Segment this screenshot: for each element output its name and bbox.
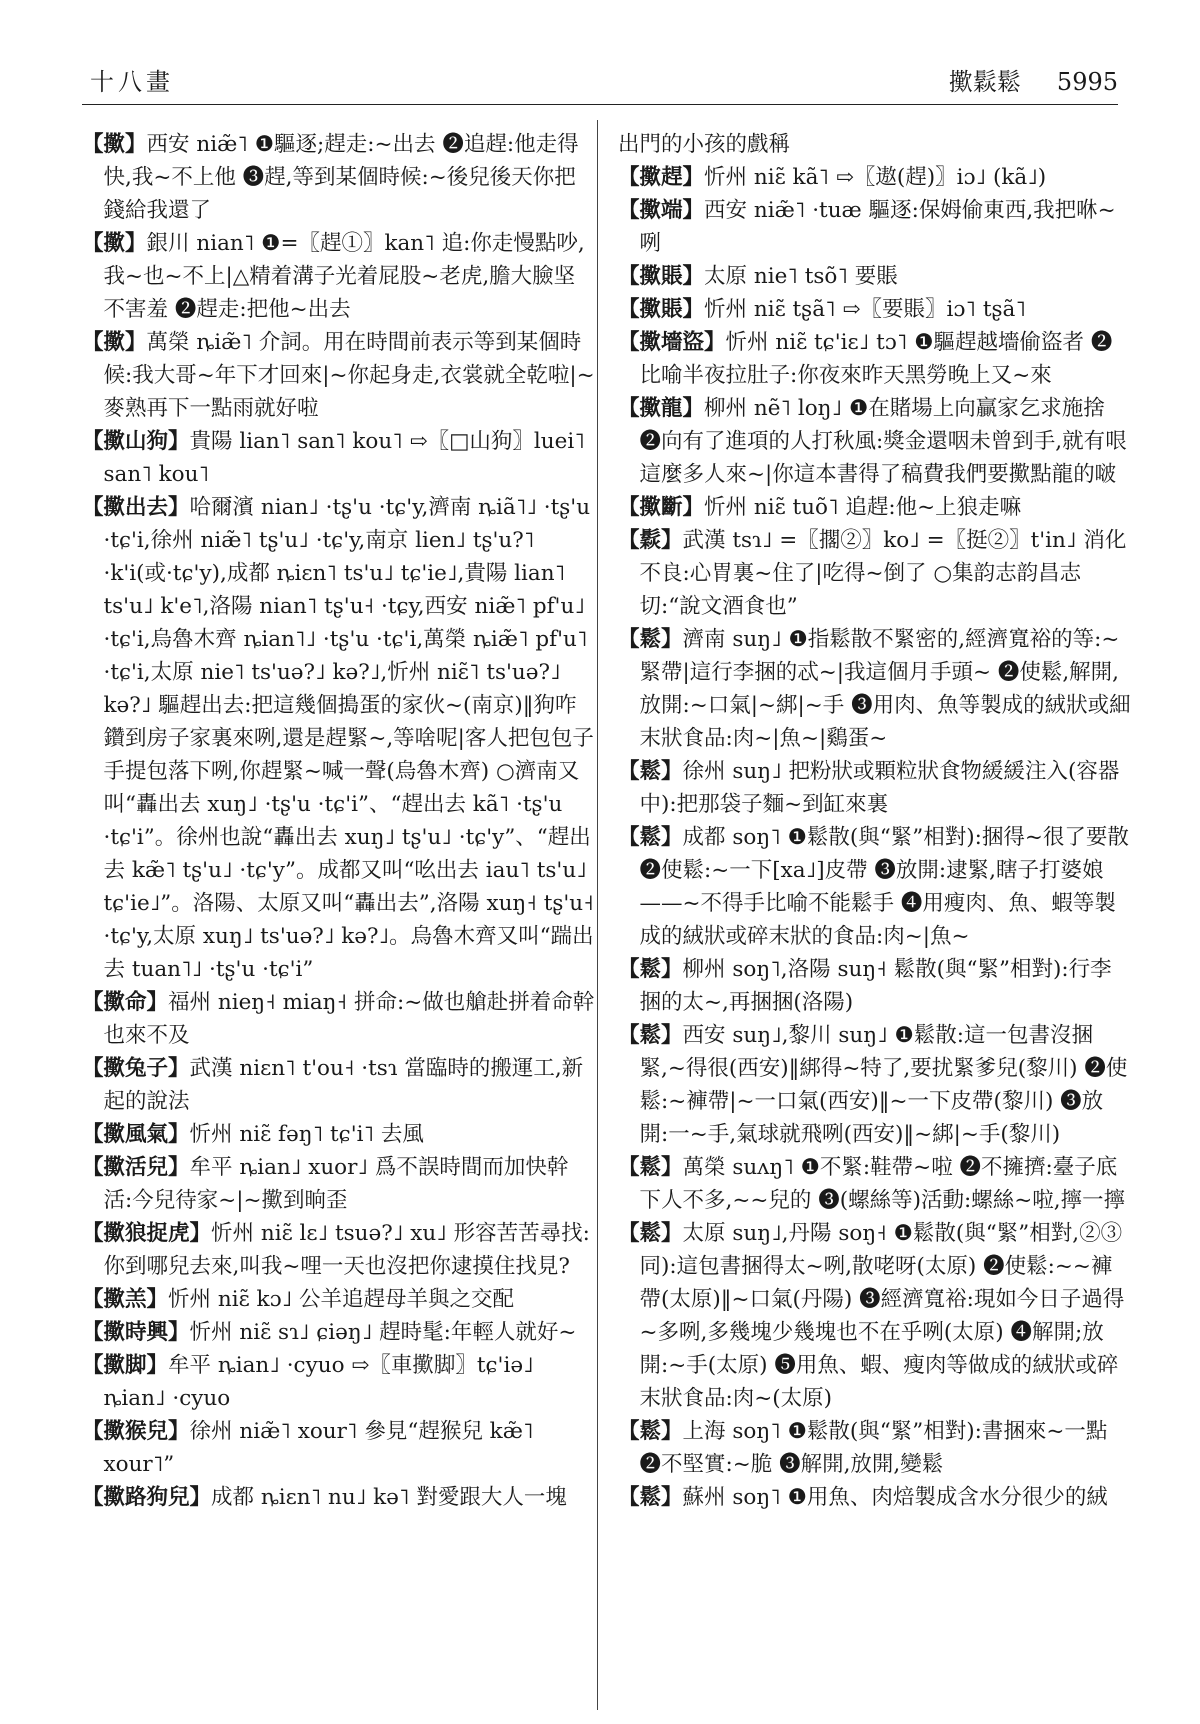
entry-text: 萬榮 suʌŋ˥ ❶不緊:鞋帶~啦 ❷不擁擠:臺子底下人不多,~~兒的 ❸(螺絲等)活動:螺絲~啦,擰一擰 [639, 1155, 1126, 1213]
page-header-right [949, 62, 1118, 97]
dictionary-entry [82, 1415, 595, 1481]
entry-headword: 【擹】 [82, 330, 147, 355]
entry-text: 濟南 suŋ˩ ❶指鬆散不緊密的,經濟寬裕的等:~緊帶|這行李捆的忒~|我這個月手頭~ ❷使鬆,解開,放開:~口氣|~綁|~手 ❸用肉、魚等製成的絨狀或細末狀食品:肉~|魚~|鷄蛋~ [639, 627, 1131, 751]
entry-headword: 【擹兔子】 [82, 1056, 190, 1081]
entry-headword: 【擹風氣】 [82, 1122, 190, 1147]
entry-headword: 【擹墻盜】 [618, 330, 726, 355]
dictionary-entry [82, 1349, 595, 1415]
entry-headword: 【鬏】 [618, 528, 683, 553]
dictionary-entry [618, 821, 1131, 953]
entry-text: 忻州 niɛ̃ sɿ˩ ɕiəŋ˩ 趕時髦:年輕人就好~ [189, 1320, 577, 1345]
entry-text: 出門的小孩的戲稱 [618, 132, 791, 157]
entry-headword: 【鬆】 [618, 1155, 683, 1180]
entry-text: 太原 nie˥ tsõ˥ 要賬 [704, 264, 898, 289]
dictionary-entry [618, 194, 1131, 260]
entry-text: 柳州 nẽ˥ loŋ˩ ❶在賭場上向贏家乞求施捨 ❷向有了進項的人打秋風:獎金還咽未曾到手,就有哏這麼多人來~|你這本書得了稿費我們要擹點龍的啵 [639, 396, 1127, 487]
entry-headword: 【擹活兒】 [82, 1155, 190, 1180]
entry-text: 西安 niæ̃˥ ·tuæ 驅逐:保姆偷東西,我把咻~咧 [639, 198, 1116, 256]
entry-headword: 【鬆】 [618, 957, 683, 982]
dictionary-entry [618, 1415, 1131, 1481]
right-column [618, 128, 1131, 1514]
entry-headword: 【擹】 [82, 231, 147, 256]
entry-text: 蘇州 soŋ˥ ❶用魚、肉焙製成含水分很少的絨 [682, 1485, 1108, 1510]
entry-headword: 【擹猴兒】 [82, 1419, 190, 1444]
entry-headword: 【擹賬】 [618, 264, 705, 289]
entry-headword: 【擹路狗兒】 [82, 1485, 212, 1510]
dictionary-entry [618, 755, 1131, 821]
entry-text: 上海 soŋ˥ ❶鬆散(與“緊”相對):書捆來~一點 ❷不堅實:~脆 ❸解開,放開,變鬆 [639, 1419, 1108, 1477]
entry-text: 徐州 niæ̃˥ xour˥ 參見“趕猴兒 kæ̃˥ xour˥” [103, 1419, 534, 1477]
entry-headword: 【擹脚】 [82, 1353, 169, 1378]
dictionary-entry [82, 1481, 595, 1514]
entry-headword: 【擹命】 [82, 990, 169, 1015]
entry-text: 忻州 niɛ̃ tɕ'iɛ˩ tɔ˥ ❶驅趕越墻偷盜者 ❷比喻半夜拉肚子:你夜來昨天黑勞晚上又~來 [639, 330, 1113, 388]
entry-headword: 【鬆】 [618, 1485, 683, 1510]
dictionary-entry [82, 326, 595, 425]
dictionary-entry [618, 260, 1131, 293]
dictionary-entry [82, 1052, 595, 1118]
entry-text: 西安 niæ̃˥ ❶驅逐;趕走:~出去 ❷追趕:他走得快,我~不上他 ❸趕,等到某個時候:~後兒後天你把錢給我還了 [103, 132, 579, 223]
entry-headword: 【擹賬】 [618, 297, 705, 322]
dictionary-entry [618, 623, 1131, 755]
dictionary-entry [618, 1481, 1131, 1514]
dictionary-entry [82, 1283, 595, 1316]
entry-text: 武漢 tsɿ˩ =〖擱②〗ko˩ =〖挺②〗t'in˩ 消化不良:心胃裏~住了|吃得~倒了 ○集韵志韵昌志切:“說文酒食也” [639, 528, 1127, 619]
column-divider [597, 120, 598, 1710]
entry-headword: 【擹出去】 [82, 495, 190, 520]
left-column [82, 128, 595, 1514]
entry-text: 銀川 nian˥ ❶=〖趕①〗kan˥ 追:你走慢點吵,我~也~不上|△精着溝子光着屁股~老虎,膽大臉坚不害羞 ❷趕走:把他~出去 [103, 231, 585, 322]
dictionary-entry [82, 425, 595, 491]
entry-text: 忻州 niɛ̃ kɔ˩ 公羊追趕母羊與之交配 [168, 1287, 515, 1312]
entry-headword: 【鬆】 [618, 627, 683, 652]
entry-text: 萬榮 ȵiæ̃˥ 介詞。用在時間前表示等到某個時候:我大哥~年下才回來|~你起身走,衣裳就全乾啦|~麥熟再下一點雨就好啦 [103, 330, 595, 421]
entry-headword: 【擹龍】 [618, 396, 705, 421]
dictionary-entry [82, 227, 595, 326]
entry-text: 忻州 niɛ̃ tʂã˥ ⇨〖要賬〗iɔ˥ tʂã˥ [704, 297, 1026, 322]
dictionary-entry [82, 1217, 595, 1283]
running-head [82, 62, 1118, 102]
dictionary-entry [618, 524, 1131, 623]
dictionary-entry [618, 128, 1131, 161]
dictionary-entry [82, 986, 595, 1052]
entry-text: 牟平 ȵian˩ ·cyuo ⇨〖車擹脚〗tɕ'iə˩ ȵian˩ ·cyuo [103, 1353, 534, 1411]
entry-text: 成都 ȵiɛn˥ nu˩ kə˥ 對愛跟大人一塊 [211, 1485, 567, 1510]
entry-headword: 【擹羔】 [82, 1287, 169, 1312]
dictionary-entry [82, 1118, 595, 1151]
entry-headword: 【擹山狗】 [82, 429, 190, 454]
entry-headword: 【鬆】 [618, 759, 683, 784]
dictionary-entry [618, 953, 1131, 1019]
dictionary-entry [618, 326, 1131, 392]
entry-headword: 【擹狼捉虎】 [82, 1221, 212, 1246]
dictionary-entry [618, 392, 1131, 491]
dictionary-entry [82, 1316, 595, 1349]
dictionary-entry [618, 1019, 1131, 1151]
entry-headword: 【擹時興】 [82, 1320, 190, 1345]
dictionary-entry [618, 161, 1131, 194]
entry-text: 忻州 niɛ̃ lɛ˩ tsuə?˩ xu˩ 形容苦苦尋找:你到哪兒去來,叫我~哩一天也沒把你逮摸住找見? [103, 1221, 590, 1279]
entry-text: 西安 suŋ˩,黎川 suŋ˩ ❶鬆散:這一包書沒捆緊,~得很(西安)‖綁得~特了,要扰緊爹兒(黎川) ❷使鬆:~褲帶|~一口氣(西安)‖~一下皮帶(黎川) ❸放開:一~手,氣球就飛咧(西安)‖~綁|~手(黎川) [639, 1023, 1128, 1147]
dictionary-entry [618, 1217, 1131, 1415]
entry-text: 忻州 niɛ̃ tuõ˥ 追趕:他~上狼走嘛 [704, 495, 1022, 520]
dictionary-entry [618, 1151, 1131, 1217]
entry-headword: 【擹端】 [618, 198, 705, 223]
entry-text: 牟平 ȵian˩ xuor˩ 爲不誤時間而加快幹活:今兒待家~|~擹到晌歪 [103, 1155, 569, 1213]
entry-headword: 【擹】 [82, 132, 147, 157]
entry-text: 徐州 suŋ˩ 把粉狀或顆粒狀食物緩緩注入(容器中):把那袋子麵~到缸來裏 [639, 759, 1120, 817]
section-title: 十八畫 [90, 68, 174, 96]
entry-text: 福州 nieŋ˧ miaŋ˧ 拼命:~做也艙赴拼着命幹也來不及 [103, 990, 595, 1048]
entry-text: 哈爾濱 nian˩ ·tʂ'u ·tɕ'y,濟南 ȵiã˥˩ ·tʂ'u ·tɕ'i,徐州 niæ̃˥ tʂ'u˩ ·tɕ'y,南京 lien˩ tʂ'u?˥ ·k'i(或·tɕ'y),成都 ȵiɛn˥ ts'u˩ tɕ'ie˩,貴陽 lian˥ ts'u˩ k'e˥,洛陽 nian˥ tʂ'u˧ ·tɕy,西安 niæ̃˥ pf'u˩ ·tɕ'i,烏魯木齊 ȵian˥˩ ·tʂ'u ·tɕ'i,萬榮 ȵiæ̃˥ pf'u˥ ·tɕ'i,太原 nie˥ ts'uə?˩ kə?˩,忻州 niɛ̃˥ ts'uə?˩ kə?˩ 驅趕出去:把這幾個搗蛋的家伙~(南京)‖狗咋鑽到房子家裏來咧,還是趕緊~,等啥呢|客人把包包子手提包落下咧,你趕緊~喊一聲(烏魯木齊) ○濟南又叫“轟出去 xuŋ˩ ·tʂ'u ·tɕ'i”、“趕出去 kã˥ ·tʂ'u ·tɕ'i”。徐州也說“轟出去 xuŋ˩ tʂ'u˩ ·tɕ'y”、“趕出去 kæ̃˥ tʂ'u˩ ·tɕ'y”。成都又叫“吆出去 iau˥ ts'u˩ tɕ'ie˩”。洛陽、太原又叫“轟出去”,洛陽 xuŋ˧ tʂ'u˧ ·tɕ'y,太原 xuŋ˩ ts'uə?˩ kə?˩。烏魯木齊又叫“踹出去 tuan˥˩ ·tʂ'u ·tɕ'i” [103, 495, 594, 982]
entry-text: 成都 soŋ˥ ❶鬆散(與“緊”相對):捆得~很了要散 ❷使鬆:~一下[xa˩]皮帶 ❸放開:逮緊,瞎子打婆娘——~不得手比喻不能鬆手 ❹用瘦肉、魚、蝦等製成的絨狀或碎末狀的食品:肉~|魚~ [639, 825, 1129, 949]
entry-text: 武漢 niɛn˥ t'ou˧ ·tsɿ 當臨時的搬運工,新起的說法 [103, 1056, 584, 1114]
dictionary-entry [618, 293, 1131, 326]
dictionary-entry [82, 1151, 595, 1217]
entry-headword: 【鬆】 [618, 1023, 683, 1048]
entry-text: 忻州 niɛ̃ kã˥ ⇨〖遨(趕)〗iɔ˩ (kã˩) [704, 165, 1047, 190]
dictionary-entry [82, 491, 595, 986]
entry-headword: 【鬆】 [618, 1419, 683, 1444]
entry-text: 忻州 niɛ̃ fəŋ˥ tɕ'i˥ 去風 [189, 1122, 424, 1147]
dictionary-entry [82, 128, 595, 227]
entry-headword: 【擹斷】 [618, 495, 705, 520]
header-rule [82, 104, 1118, 105]
page-number: 5995 [1056, 68, 1118, 96]
entry-headword: 【擹趕】 [618, 165, 705, 190]
dictionary-entry [618, 491, 1131, 524]
entry-text: 柳州 soŋ˥,洛陽 suŋ˧ 鬆散(與“緊”相對):行李捆的太~,再捆捆(洛陽) [639, 957, 1112, 1015]
entry-headword: 【鬆】 [618, 1221, 683, 1246]
entry-text: 貴陽 lian˥ san˥ kou˥ ⇨〖□山狗〗luei˥ san˥ kou˥ [103, 429, 585, 487]
entry-text: 太原 suŋ˩,丹陽 soŋ˧ ❶鬆散(與“緊”相對,②③同):這包書捆得太~咧,散咾呀(太原) ❷使鬆:~~褲帶(太原)‖~口氣(丹陽) ❸經濟寬裕:現如今日子過得~多咧,多幾塊少幾塊也不在乎咧(太原) ❹解開;放開:~手(太原) ❺用魚、蝦、瘦肉等做成的絨狀或碎末狀食品:肉~(太原) [639, 1221, 1125, 1411]
headword-range: 擹鬏鬆 [948, 68, 1021, 96]
entry-headword: 【鬆】 [618, 825, 683, 850]
